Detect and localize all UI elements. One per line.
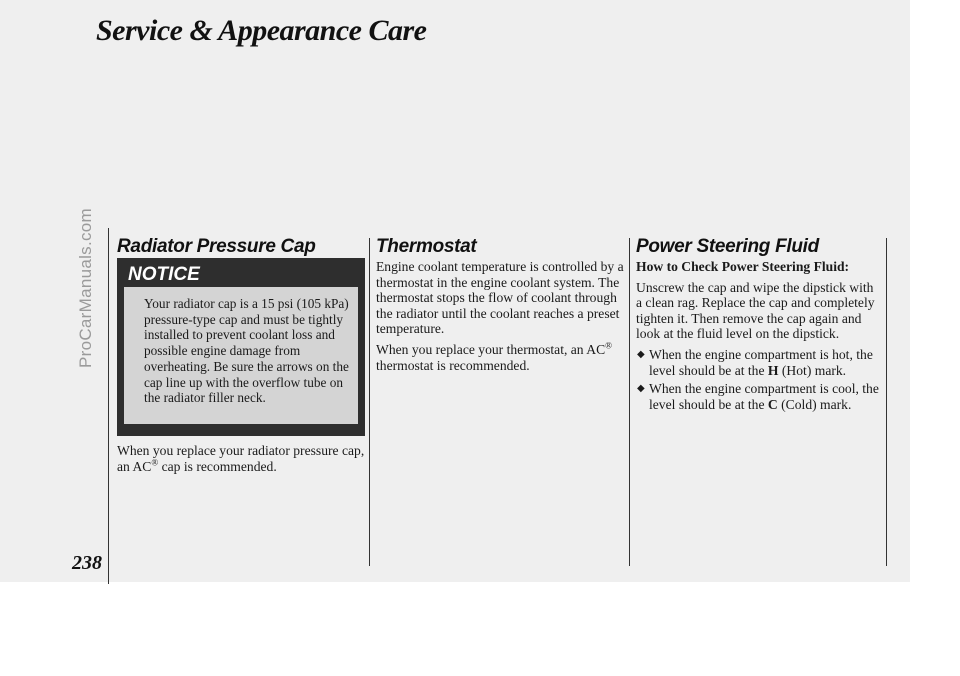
- thermostat-body: [376, 259, 628, 378]
- thermostat-para-2-start: When you replace your thermostat, an AC: [376, 341, 606, 357]
- radiator-replace-start: When you replace your radiator pressure cap, an AC: [117, 443, 365, 474]
- bullet-hot: ◆ When the engine compartment is hot, the level should be at the H (Hot) mark.: [637, 346, 873, 378]
- column-divider-3: [886, 238, 887, 566]
- bullet-diamond-icon: ◆: [637, 383, 645, 395]
- thermostat-para-1: Engine coolant temperature is controlled by a thermostat in the engine coolant system. The thermostat stops the flow of coolant through the radiator until the coolant reaches a preset temperature.: [376, 259, 624, 337]
- hot-mark-key: H: [767, 362, 779, 378]
- cold-mark-key: C: [767, 396, 778, 412]
- registered-mark: ®: [151, 457, 159, 468]
- thermostat-para-2: [376, 342, 628, 373]
- column-divider-2: [629, 238, 630, 566]
- thermostat-para-2-end: thermostat is recommended.: [376, 357, 530, 373]
- registered-mark: ®: [605, 340, 612, 351]
- radiator-heading: Radiator Pressure Cap: [117, 236, 316, 257]
- radiator-replace-end: cap is recommended.: [158, 458, 277, 474]
- notice-text: Your radiator cap is a 15 psi (105 kPa) pressure-type cap and must be tightly installed to prevent coolant loss and possible engine damage from overheating. Be sure the arrows on the cap line up with the overflow tube on the radiator filler neck.: [124, 287, 358, 424]
- margin-rule: [108, 228, 109, 584]
- watermark-text: ProCarManuals.com: [76, 207, 95, 369]
- power-steering-para: Unscrew the cap and wipe the dipstick with a clean rag. Replace the cap and completely tighten it. Then remove the cap again and look at the fluid level on the dipstick.: [636, 279, 875, 342]
- page-number: 238: [72, 552, 102, 574]
- radiator-replace-text: [117, 443, 367, 474]
- notice-label: NOTICE: [128, 264, 200, 285]
- bullet-diamond-icon: ◆: [637, 348, 645, 360]
- power-steering-subheading: How to Check Power Steering Fluid:: [636, 259, 850, 274]
- page-title: Service & Appearance Care: [96, 14, 427, 47]
- power-steering-heading: Power Steering Fluid: [636, 236, 819, 257]
- bullet-cold: ◆ When the engine compartment is cool, the level should be at the C (Cold) mark.: [637, 381, 879, 412]
- notice-box: [117, 258, 365, 436]
- column-divider-1: [369, 238, 370, 566]
- power-steering-body: [636, 259, 882, 415]
- thermostat-heading: Thermostat: [376, 236, 477, 257]
